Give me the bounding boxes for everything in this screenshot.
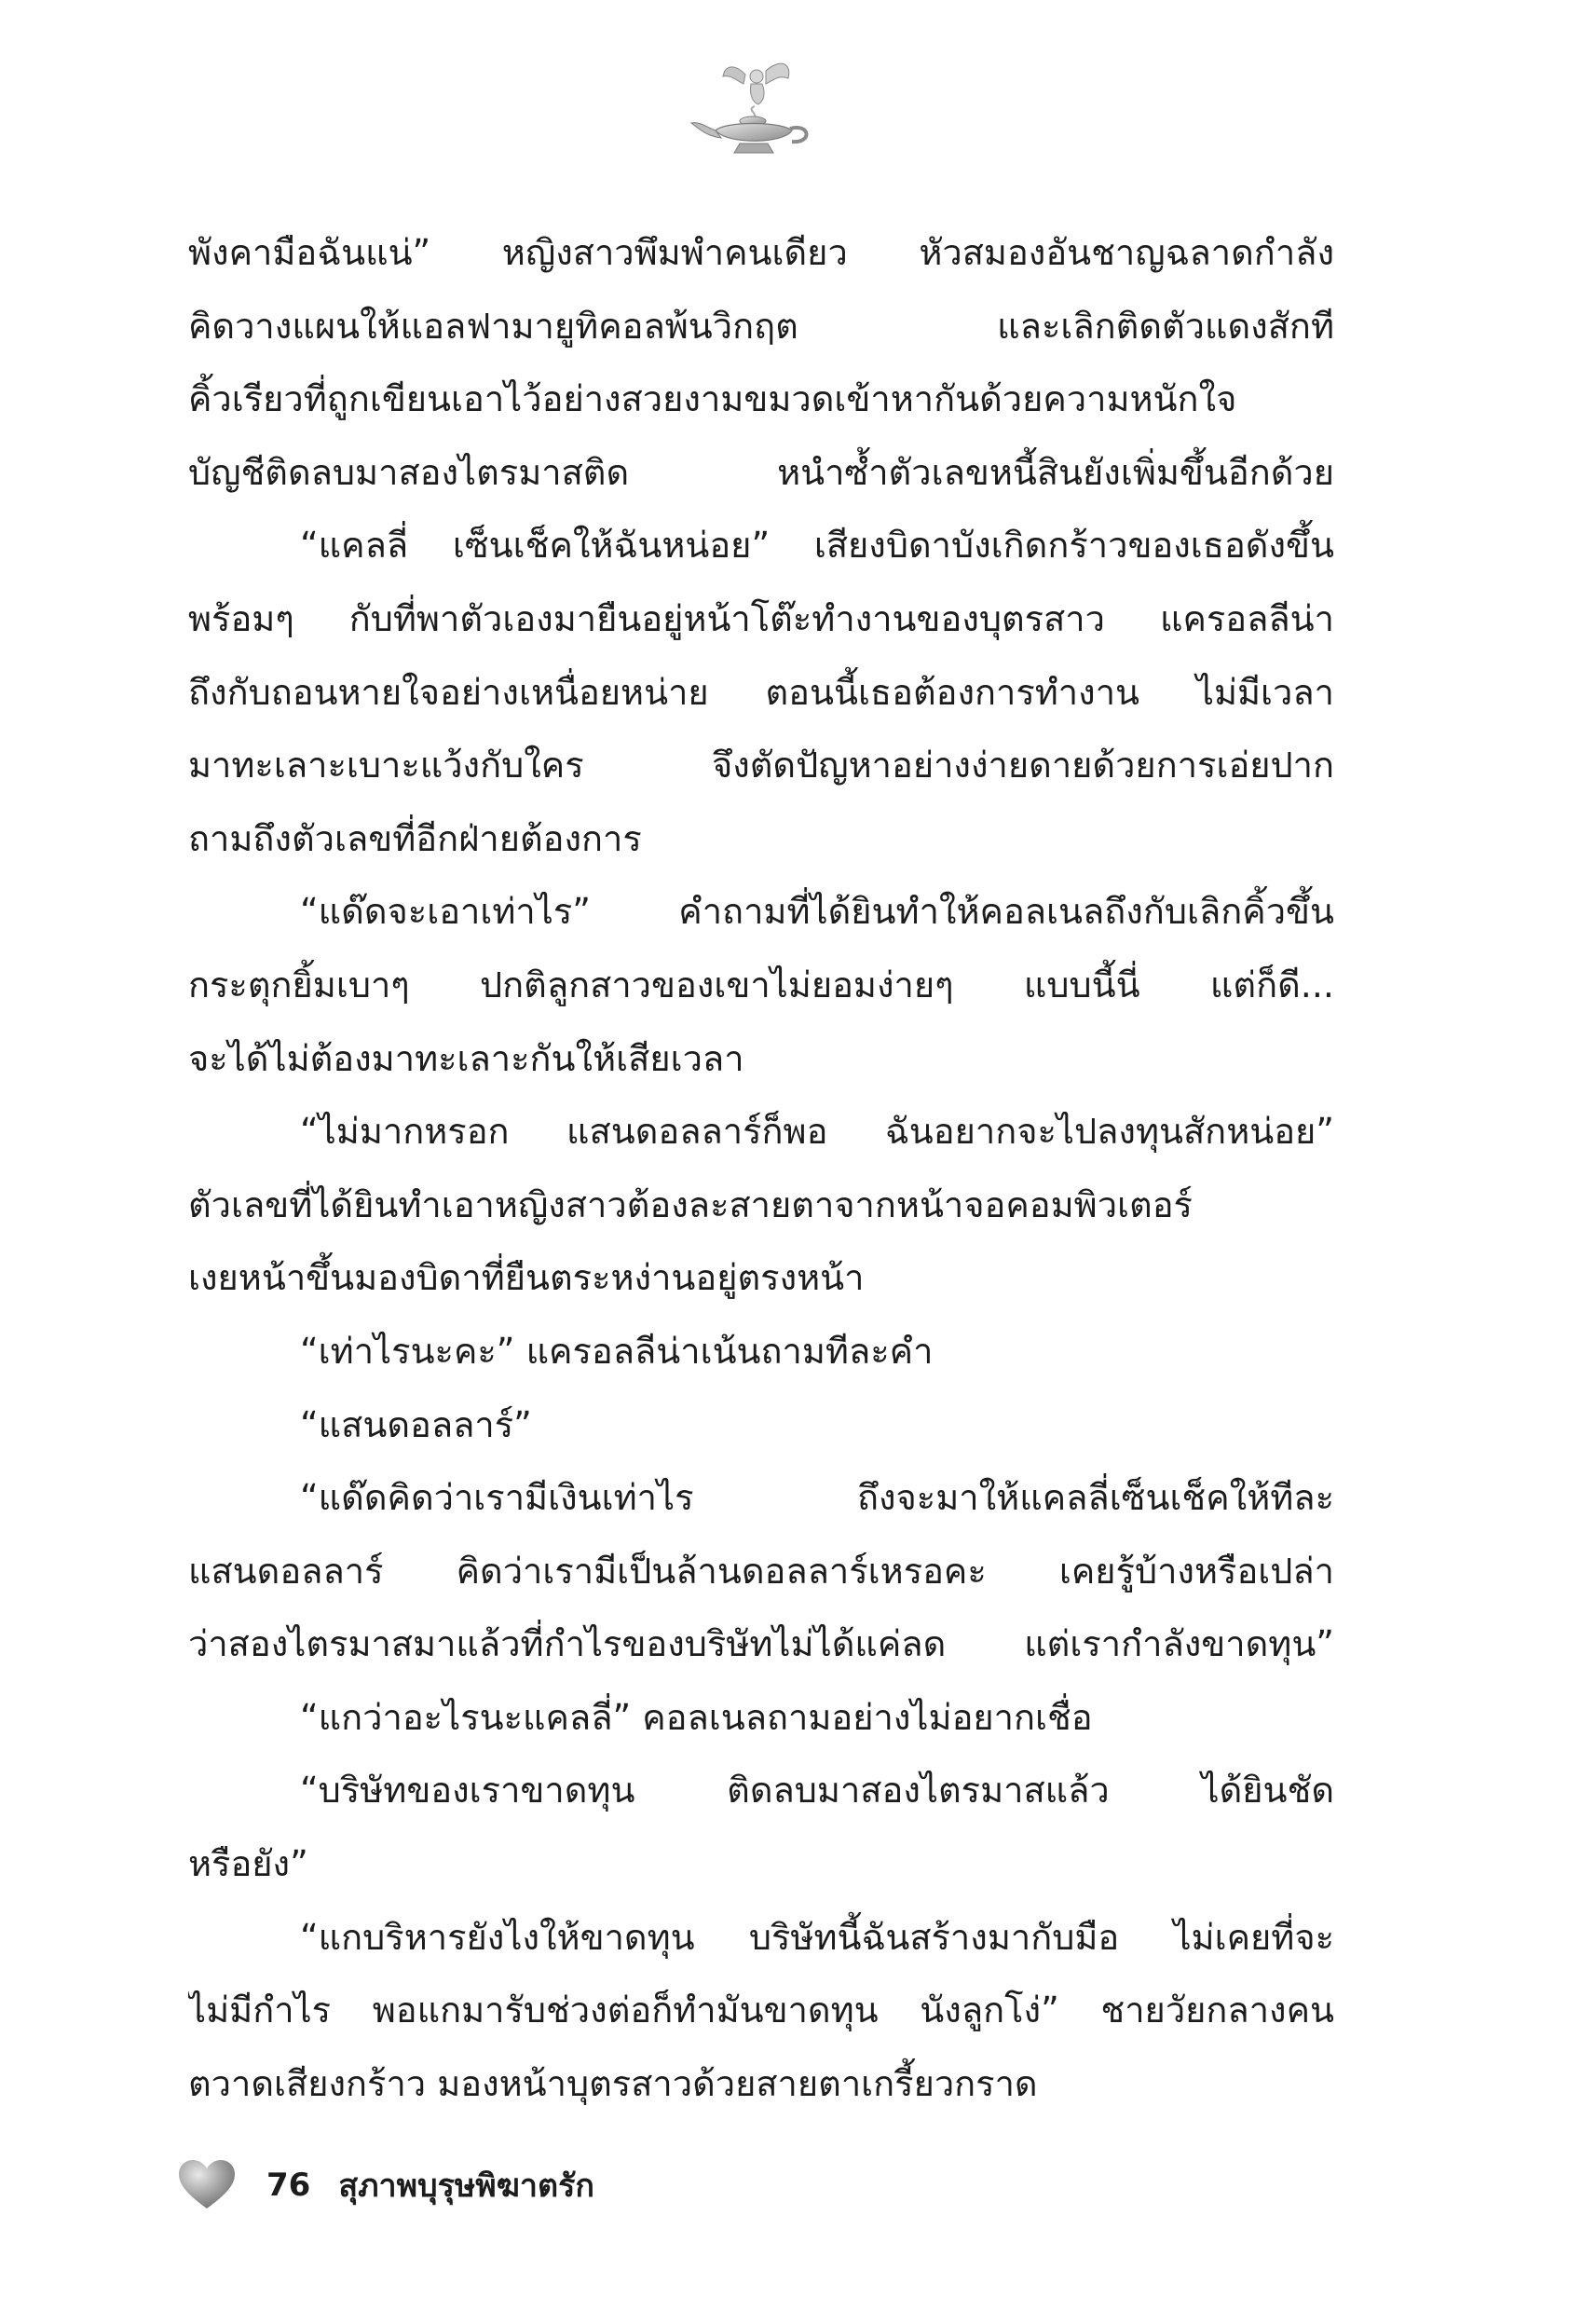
heart-icon	[179, 2160, 235, 2210]
text-line: แสนดอลลาร์ คิดว่าเรามีเป็นล้านดอลลาร์เหรอคะ เคยรู้บ้างหรือเปล่า	[188, 1550, 1334, 1592]
text-line: บัญชีติดลบมาสองไตรมาสติด หนำซ้ำตัวเลขหนี้สินยังเพิ่มขึ้นอีกด้วย	[188, 451, 1334, 493]
text-line: “แด๊ดจะเอาเท่าไร” คำถามที่ได้ยินทำให้คอลเนลถึงกับเลิกคิ้วขึ้น	[300, 891, 1334, 933]
text-line: “เท่าไรนะคะ” แครอลลีน่าเน้นถามทีละคำ	[300, 1330, 934, 1372]
genie-lamp-icon	[688, 56, 818, 158]
text-line: “แด๊ดคิดว่าเรามีเงินเท่าไร ถึงจะมาให้แคลลี่เซ็นเช็คให้ทีละ	[300, 1477, 1334, 1519]
text-line: ตัวเลขที่ได้ยินทำเอาหญิงสาวต้องละสายตาจากหน้าจอคอมพิวเตอร์	[188, 1183, 1193, 1225]
text-line: มาทะเลาะเบาะแว้งกับใคร จึงตัดปัญหาอย่างง่ายดายด้วยการเอ่ยปาก	[188, 745, 1334, 786]
text-line: “แกบริหารยังไงให้ขาดทุน บริษัทนี้ฉันสร้างมากับมือ ไม่เคยที่จะ	[300, 1916, 1334, 1958]
text-line: ตวาดเสียงกร้าว มองหน้าบุตรสาวด้วยสายตาเกรี้ยวกราด	[188, 2062, 1038, 2104]
page-footer	[179, 2157, 594, 2213]
text-line: จะได้ไม่ต้องมาทะเลาะกันให้เสียเวลา	[188, 1037, 744, 1079]
text-line: คิดวางแผนให้แอลฟามายูทิคอลพ้นวิกฤต และเลิกติดตัวแดงสักที	[188, 305, 1334, 347]
text-line: “แคลลี่ เซ็นเช็คให้ฉันหน่อย” เสียงบิดาบังเกิดกร้าวของเธอดังขึ้น	[300, 525, 1334, 567]
text-line: “แสนดอลลาร์”	[300, 1403, 532, 1445]
text-line: เงยหน้าขึ้นมองบิดาที่ยืนตระหง่านอยู่ตรงหน้า	[188, 1257, 865, 1299]
text-line: พร้อมๆ กับที่พาตัวเองมายืนอยู่หน้าโต๊ะทำงานของบุตรสาว แครอลลีน่า	[188, 597, 1334, 639]
text-line: คิ้วเรียวที่ถูกเขียนเอาไว้อย่างสวยงามขมวดเข้าหากันด้วยความหนักใจ	[188, 378, 1237, 420]
text-line: “บริษัทของเราขาดทุน ติดลบมาสองไตรมาสแล้ว ได้ยินชัด	[300, 1770, 1334, 1812]
text-line: ไม่มีกำไร พอแกมารับช่วงต่อก็ทำมันขาดทุน นังลูกโง่” ชายวัยกลางคน	[188, 1990, 1334, 2031]
text-line: พังคามือฉันแน่” หญิงสาวพึมพำคนเดียว หัวสมองอันชาญฉลาดกำลัง	[188, 232, 1334, 273]
text-line: ถามถึงตัวเลขที่อีกฝ่ายต้องการ	[188, 817, 642, 859]
text-line: กระตุกยิ้มเบาๆ ปกติลูกสาวของเขาไม่ยอมง่ายๆ แบบนี้นี่ แต่ก็ดี...	[188, 964, 1334, 1005]
body-text	[188, 216, 1334, 2120]
text-line: หรือยัง”	[188, 1843, 308, 1885]
page-number: 76	[266, 2167, 311, 2204]
text-line: “ไม่มากหรอก แสนดอลลาร์ก็พอ ฉันอยากจะไปลงทุนสักหน่อย”	[300, 1111, 1334, 1153]
text-line: ว่าสองไตรมาสมาแล้วที่กำไรของบริษัทไม่ได้แค่ลด แต่เรากำลังขาดทุน”	[188, 1623, 1334, 1665]
book-title: สุภาพบุรุษพิฆาตรัก	[338, 2167, 594, 2205]
text-line: ถึงกับถอนหายใจอย่างเหนื่อยหน่าย ตอนนี้เธอต้องการทำงาน ไม่มีเวลา	[188, 671, 1334, 713]
text-line: “แกว่าอะไรนะแคลลี่” คอลเนลถามอย่างไม่อยากเชื่อ	[300, 1696, 1093, 1738]
